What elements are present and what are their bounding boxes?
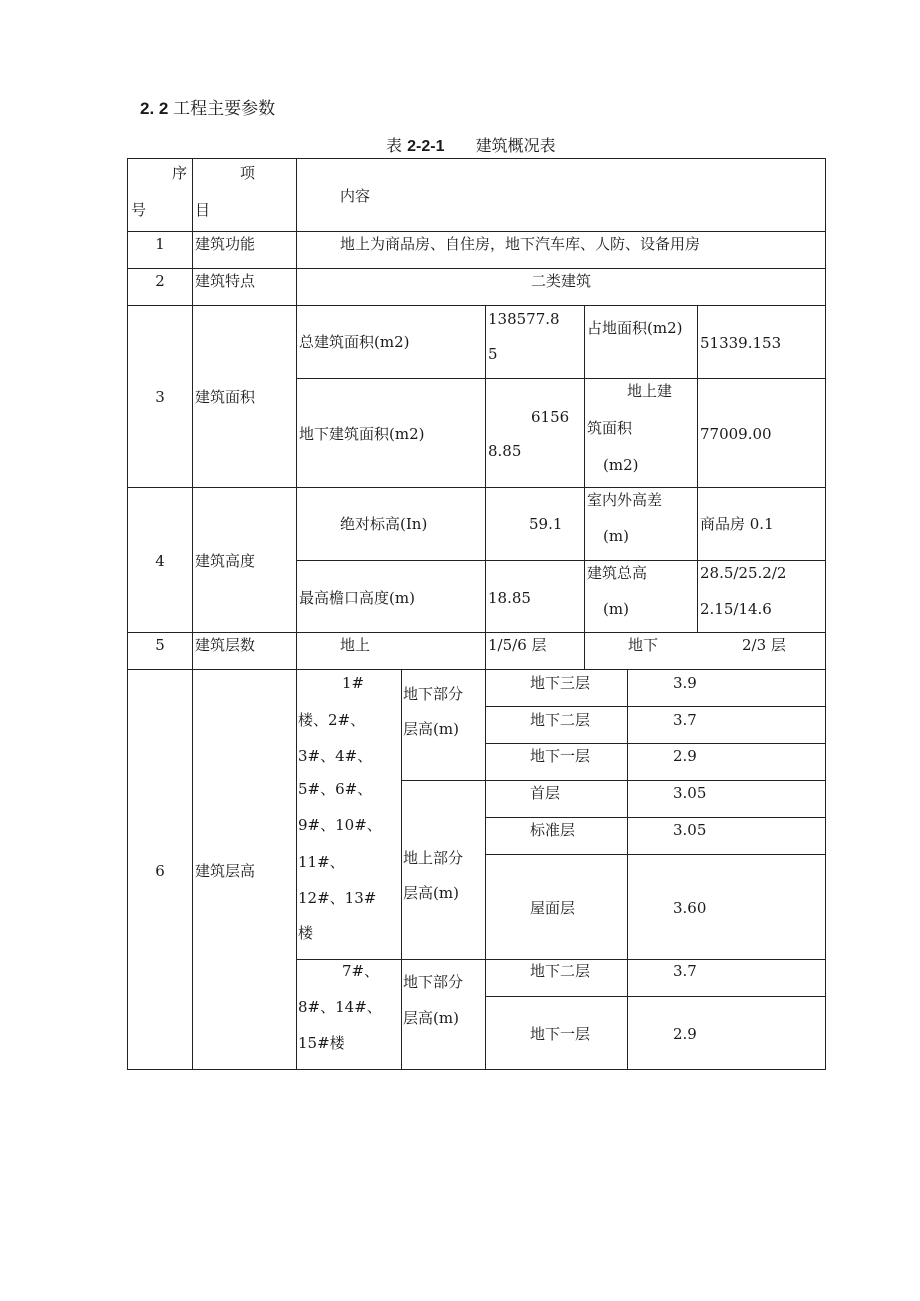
floor-name: 地下三层 bbox=[530, 674, 591, 692]
table-caption bbox=[386, 136, 556, 157]
row3-no: 3 bbox=[155, 388, 165, 406]
row6-item: 建筑层高 bbox=[195, 862, 256, 880]
total-height-label-line1: 建筑总高 bbox=[587, 564, 648, 582]
above-area-label-line3: (m2) bbox=[603, 456, 639, 474]
floor-height: 3.60 bbox=[673, 899, 707, 917]
group1-buildings-line: 5#、6#、 bbox=[298, 780, 373, 798]
group2-buildings-line: 7#、 bbox=[342, 962, 380, 980]
table-rule bbox=[401, 669, 402, 1070]
site-area-value: 51339.153 bbox=[700, 334, 782, 352]
floor-height: 3.7 bbox=[673, 711, 697, 729]
underground-area-value-line2: 8.85 bbox=[488, 442, 522, 460]
total-area-label: 总建筑面积(m2) bbox=[299, 333, 410, 351]
header-no-line2: 号 bbox=[131, 201, 147, 219]
group2-underground-label-line2: 层高(m) bbox=[403, 1009, 459, 1027]
floors-below-value: 2/3 层 bbox=[742, 636, 786, 654]
table-rule bbox=[401, 780, 826, 781]
header-item-line2: 目 bbox=[195, 201, 211, 219]
caption-title: 建筑概况表 bbox=[475, 136, 556, 155]
row2-item: 建筑特点 bbox=[195, 272, 256, 290]
floors-above-label: 地上 bbox=[340, 636, 371, 654]
row3-item: 建筑面积 bbox=[195, 388, 256, 406]
floor-name: 屋面层 bbox=[530, 899, 576, 917]
header-no-line1: 序 bbox=[172, 164, 188, 182]
group1-buildings-line: 12#、13# bbox=[298, 889, 377, 907]
floor-height: 2.9 bbox=[673, 1025, 697, 1043]
caption-number: 2-2-1 bbox=[407, 138, 445, 155]
total-height-value-line1: 28.5/25.2/2 bbox=[700, 564, 787, 582]
row5-no: 5 bbox=[155, 636, 165, 654]
group1-above-label-line2: 层高(m) bbox=[403, 884, 459, 902]
floors-below-label: 地下 bbox=[628, 636, 659, 654]
group1-buildings-line: 9#、10#、 bbox=[298, 816, 382, 834]
floor-height: 3.7 bbox=[673, 962, 697, 980]
above-area-label-line2: 筑面积 bbox=[587, 419, 633, 437]
table-rule bbox=[296, 560, 826, 561]
site-area-label: 占地面积(m2) bbox=[587, 319, 683, 337]
floor-name: 地下二层 bbox=[530, 711, 591, 729]
floor-height: 3.05 bbox=[673, 821, 707, 839]
header-content: 内容 bbox=[340, 187, 371, 205]
table-rule bbox=[627, 669, 628, 1070]
group1-above-label-line1: 地上部分 bbox=[403, 849, 464, 867]
underground-area-value-line1: 6156 bbox=[531, 408, 570, 426]
table-rule bbox=[296, 959, 826, 960]
table-rule bbox=[296, 158, 297, 1070]
table-rule bbox=[127, 669, 826, 670]
table-border-right bbox=[825, 158, 826, 1070]
group1-buildings-line: 3#、4#、 bbox=[298, 747, 373, 765]
table-rule bbox=[127, 231, 826, 232]
table-rule bbox=[127, 632, 826, 633]
group1-buildings-line: 1# bbox=[342, 674, 365, 692]
row2-content: 二类建筑 bbox=[530, 272, 591, 290]
table-rule bbox=[485, 305, 486, 1070]
eave-height-value: 18.85 bbox=[488, 589, 531, 607]
eave-height-label: 最高檐口高度(m) bbox=[299, 589, 415, 607]
section-number: 2. 2 bbox=[140, 99, 169, 118]
table-rule bbox=[485, 743, 826, 744]
group2-underground-label-line1: 地下部分 bbox=[403, 973, 464, 991]
table-rule bbox=[485, 817, 826, 818]
floor-name: 首层 bbox=[530, 784, 561, 802]
row1-no: 1 bbox=[155, 235, 165, 253]
table-rule bbox=[127, 305, 826, 306]
group1-buildings-line: 楼 bbox=[298, 924, 314, 942]
row1-content: 地上为商品房、自住房，地下汽车库、人防、设备用房 bbox=[340, 235, 701, 253]
header-item-line1: 项 bbox=[240, 164, 256, 182]
floor-height: 2.9 bbox=[673, 747, 697, 765]
row2-no: 2 bbox=[155, 272, 165, 290]
table-border-left bbox=[127, 158, 128, 1070]
row4-item: 建筑高度 bbox=[195, 552, 256, 570]
table-rule bbox=[485, 854, 826, 855]
table-border-top bbox=[127, 158, 826, 159]
total-area-value-line1: 138577.8 bbox=[488, 310, 560, 328]
row5-item: 建筑层数 bbox=[195, 636, 256, 654]
section-title: 工程主要参数 bbox=[173, 99, 276, 118]
total-height-value-line2: 2.15/14.6 bbox=[700, 600, 772, 618]
table-rule bbox=[127, 268, 826, 269]
table-rule bbox=[192, 158, 193, 1070]
above-area-value: 77009.00 bbox=[700, 425, 772, 443]
table-rule bbox=[485, 706, 826, 707]
total-area-value-line2: 5 bbox=[488, 345, 498, 363]
table-border-bottom bbox=[127, 1069, 826, 1070]
group1-underground-label-line1: 地下部分 bbox=[403, 685, 464, 703]
table-rule bbox=[296, 378, 826, 379]
floors-above-value: 1/5/6 层 bbox=[488, 636, 547, 654]
row6-no: 6 bbox=[155, 862, 165, 880]
group1-buildings-line: 11#、 bbox=[298, 853, 345, 871]
row1-item: 建筑功能 bbox=[195, 235, 256, 253]
height-diff-label-line2: (m) bbox=[603, 527, 629, 545]
floor-height: 3.05 bbox=[673, 784, 707, 802]
caption-label: 表 bbox=[386, 136, 403, 155]
underground-area-label: 地下建筑面积(m2) bbox=[299, 425, 425, 443]
row4-no: 4 bbox=[155, 552, 165, 570]
group2-buildings-line: 15#楼 bbox=[298, 1034, 345, 1052]
floor-height: 3.9 bbox=[673, 674, 697, 692]
table-rule bbox=[584, 305, 585, 670]
total-height-label-line2: (m) bbox=[603, 600, 629, 618]
table-rule bbox=[485, 996, 826, 997]
section-heading bbox=[140, 99, 275, 119]
floor-name: 地下一层 bbox=[530, 747, 591, 765]
absolute-elevation-label: 绝对标高(In) bbox=[340, 515, 428, 533]
absolute-elevation-value: 59.1 bbox=[529, 515, 563, 533]
table-rule bbox=[697, 305, 698, 633]
group1-buildings-line: 楼、2#、 bbox=[298, 711, 366, 729]
group2-buildings-line: 8#、14#、 bbox=[298, 998, 382, 1016]
floor-name: 标准层 bbox=[530, 821, 576, 839]
table-rule bbox=[127, 487, 826, 488]
above-area-label-line1: 地上建 bbox=[627, 382, 673, 400]
height-diff-value: 商品房 0.1 bbox=[700, 515, 774, 533]
height-diff-label-line1: 室内外高差 bbox=[587, 491, 663, 509]
floor-name: 地下二层 bbox=[530, 962, 591, 980]
floor-name: 地下一层 bbox=[530, 1025, 591, 1043]
group1-underground-label-line2: 层高(m) bbox=[403, 720, 459, 738]
